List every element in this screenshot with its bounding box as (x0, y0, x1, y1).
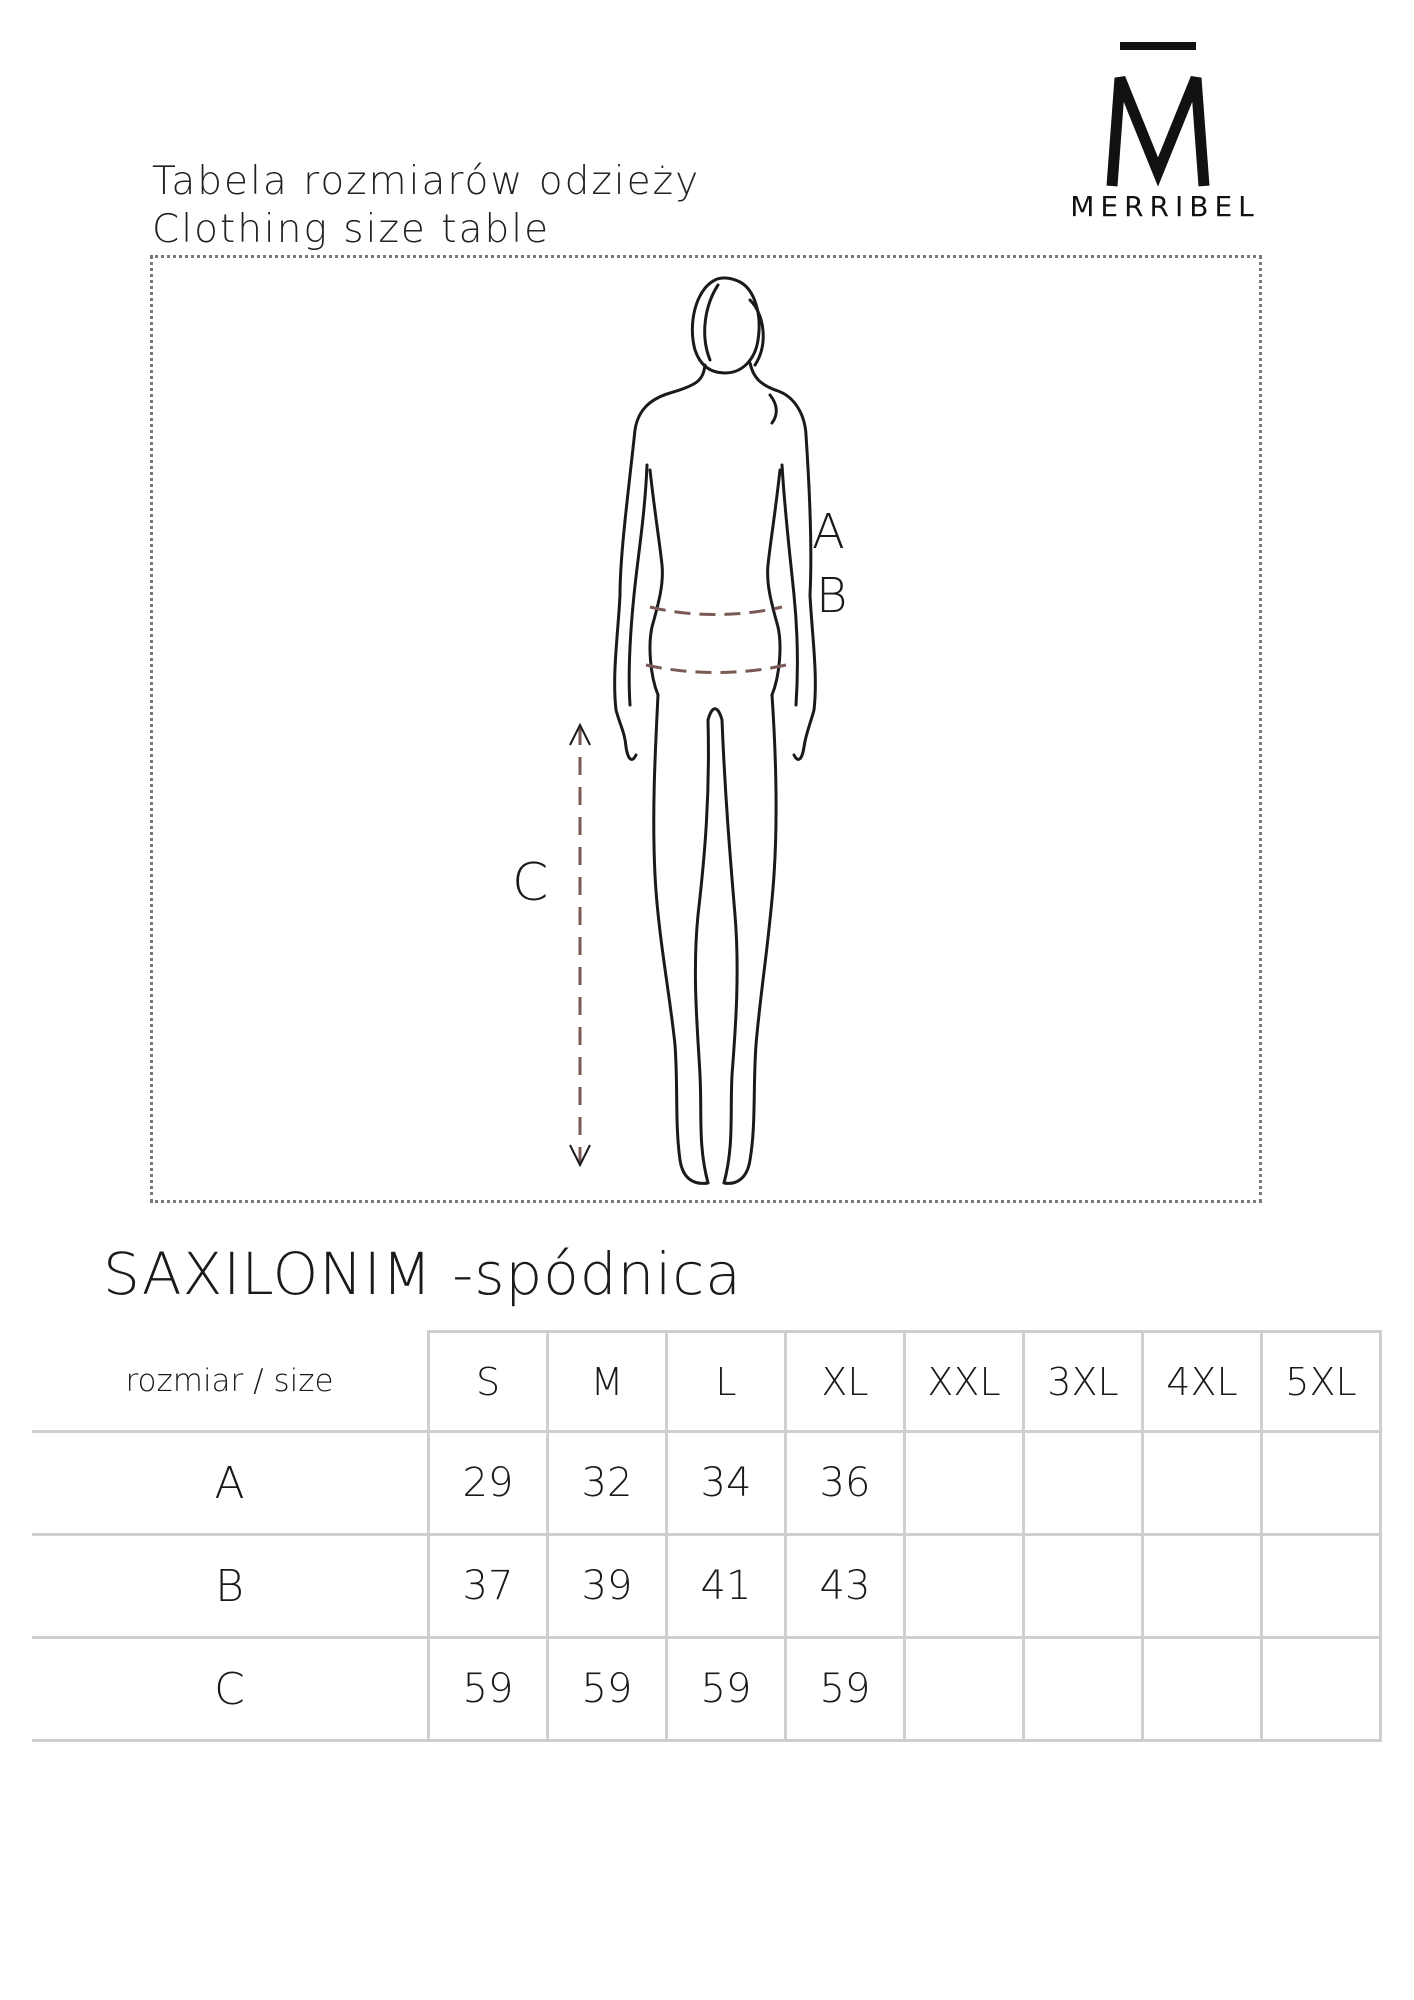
table-cell: 29 (429, 1432, 548, 1535)
table-cell: 59 (548, 1638, 667, 1741)
table-cell (905, 1432, 1024, 1535)
title-english: Clothing size table (152, 207, 551, 252)
logo-m-icon (1098, 60, 1218, 190)
label-c: C (512, 853, 549, 913)
table-cell: 36 (786, 1432, 905, 1535)
size-3xl: 3XL (1024, 1332, 1143, 1432)
table-cell: 59 (786, 1638, 905, 1741)
head-outline (692, 278, 759, 373)
size-m: M (548, 1332, 667, 1432)
size-xxl: XXL (905, 1332, 1024, 1432)
label-b: B (816, 568, 848, 624)
size-s: S (429, 1332, 548, 1432)
table-cell (1024, 1432, 1143, 1535)
table-row (32, 1638, 1381, 1741)
title-polish: Tabela rozmiarów odzieży (152, 159, 701, 204)
right-leg-inner (722, 720, 737, 1183)
size-l: L (667, 1332, 786, 1432)
table-cell: 43 (786, 1535, 905, 1638)
measure-line-a (650, 607, 782, 615)
table-cell (905, 1535, 1024, 1638)
table-cell (1024, 1638, 1143, 1741)
body-measurement-figure (150, 255, 1262, 1203)
table-cell: 39 (548, 1535, 667, 1638)
left-leg-inner (695, 720, 708, 1183)
right-shoulder (750, 363, 806, 435)
table-cell (1262, 1535, 1381, 1638)
table-cell: 59 (667, 1638, 786, 1741)
size-5xl: 5XL (1262, 1332, 1381, 1432)
torso-right (768, 470, 780, 695)
product-title: SAXILONIM -spódnica (103, 1240, 742, 1308)
table-cell: 41 (667, 1535, 786, 1638)
table-cell (1024, 1535, 1143, 1638)
table-cell: 34 (667, 1432, 786, 1535)
row-label-b: B (32, 1535, 429, 1638)
row-label-a: A (32, 1432, 429, 1535)
size-header-row (32, 1332, 1381, 1432)
row-label-c: C (32, 1638, 429, 1741)
table-row (32, 1432, 1381, 1535)
table-cell (1143, 1638, 1262, 1741)
label-a: A (812, 504, 845, 560)
left-shoulder (635, 365, 705, 430)
table-cell (1262, 1638, 1381, 1741)
measure-line-b (646, 665, 786, 673)
table-cell (905, 1638, 1024, 1741)
table-cell (1262, 1432, 1381, 1535)
logo-bar (1120, 42, 1196, 50)
size-table (32, 1330, 1382, 1742)
torso-left (650, 470, 662, 695)
table-cell: 32 (548, 1432, 667, 1535)
brand-name: MERRIBEL (1070, 190, 1260, 223)
table-cell: 37 (429, 1535, 548, 1638)
size-header-label: rozmiar / size (32, 1332, 429, 1432)
table-cell: 59 (429, 1638, 548, 1741)
table-row (32, 1535, 1381, 1638)
measure-arrow-c (570, 725, 590, 1165)
right-arm (794, 435, 815, 759)
size-xl: XL (786, 1332, 905, 1432)
table-cell (1143, 1432, 1262, 1535)
size-4xl: 4XL (1143, 1332, 1262, 1432)
table-cell (1143, 1535, 1262, 1638)
brand-logo (1050, 38, 1280, 233)
hair-icon (705, 285, 718, 360)
header-titles (152, 158, 700, 254)
